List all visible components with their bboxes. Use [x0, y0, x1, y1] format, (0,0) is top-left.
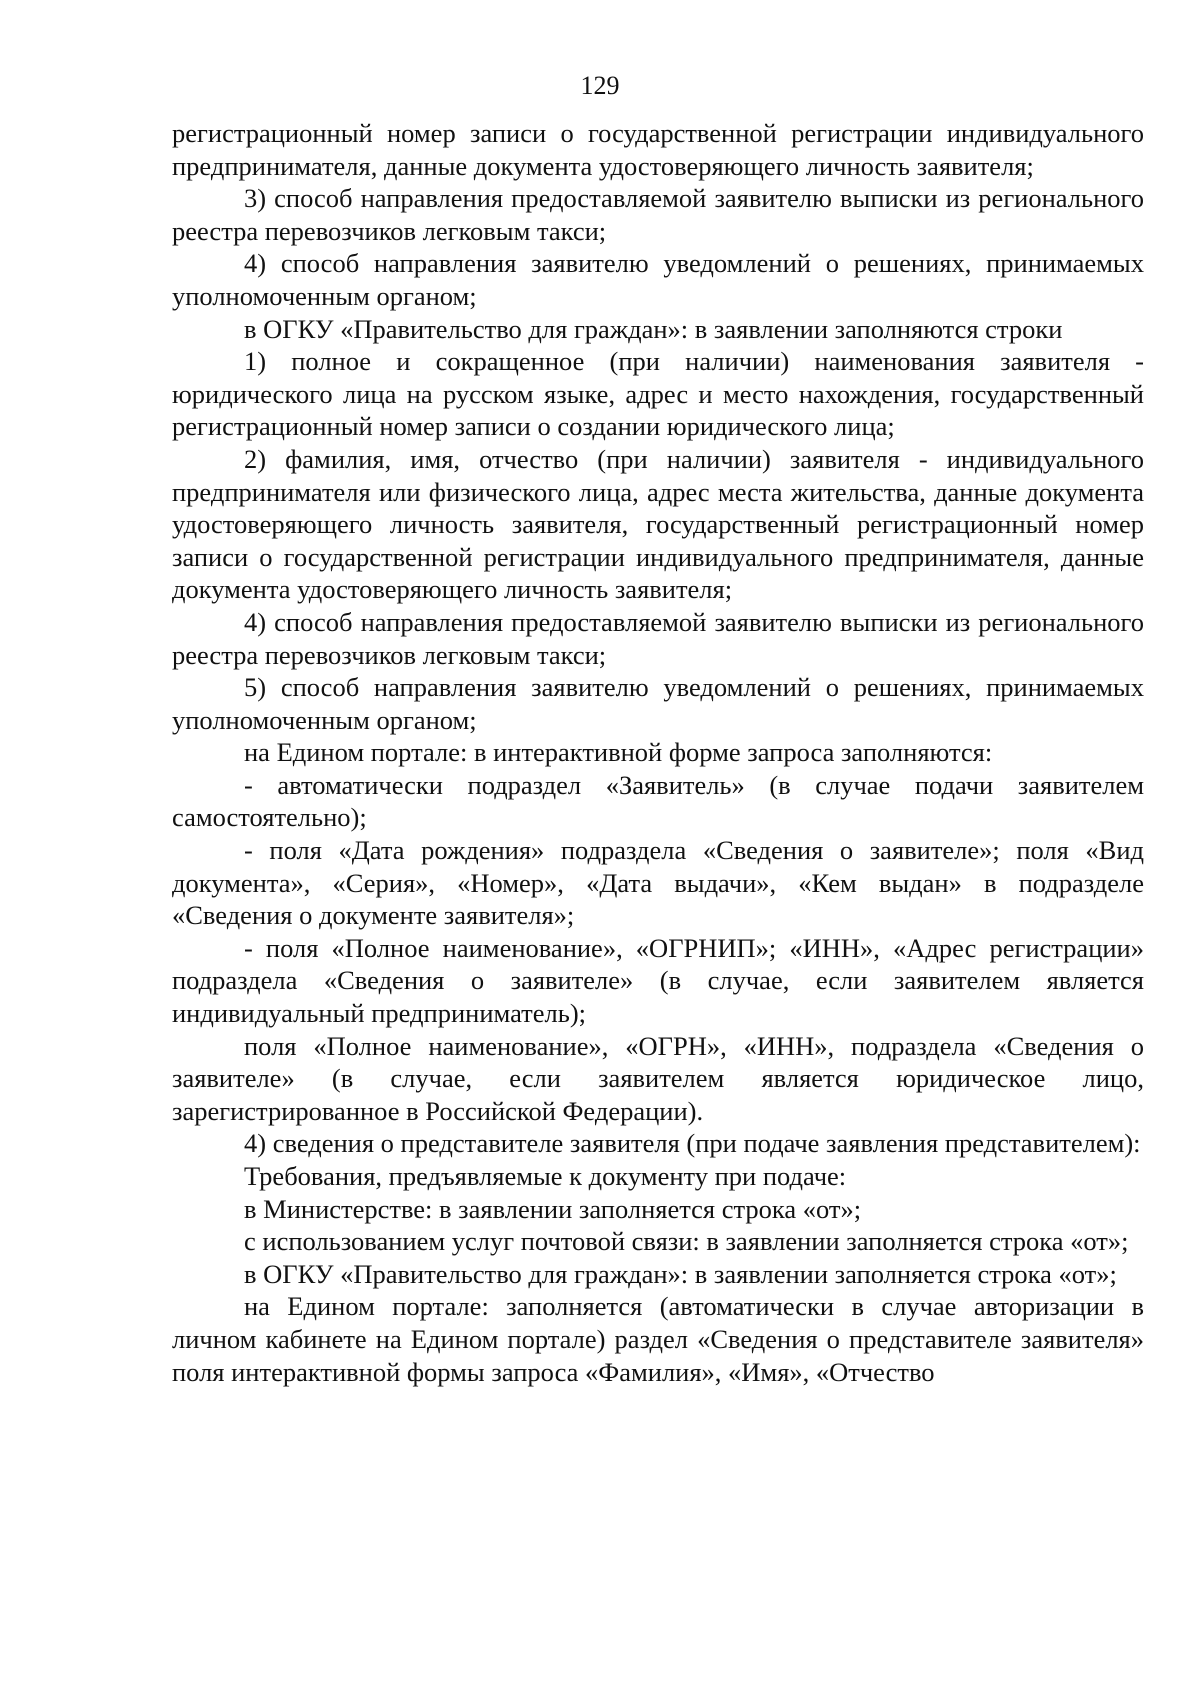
- paragraph: - автоматически подраздел «Заявитель» (в случае подачи заявителем самостоятельно);: [172, 769, 1144, 833]
- paragraph: 4) способ направления предоставляемой заявителю выписки из регионального реестра перевозчиков легковым такси;: [172, 606, 1144, 670]
- document-body: [172, 117, 1144, 1388]
- paragraph: в ОГКУ «Правительство для граждан»: в заявлении заполняется строка «от»;: [244, 1258, 1117, 1289]
- paragraph: поля «Полное наименование», «ОГРН», «ИНН», подраздела «Сведения о заявителе» (в случае, если заявителем является юридическое лицо, зарегистрированное в Российской Федерации).: [172, 1030, 1144, 1126]
- paragraph: 2) фамилия, имя, отчество (при наличии) заявителя - индивидуального предпринимателя или физического лица, адрес места жительства, данные документа удостоверяющего личность заявителя, государственный регистрационный номер записи о государственной регистрации индивидуального предпринимателя, данные документа удостоверяющего личность заявителя;: [172, 443, 1144, 605]
- paragraph: с использованием услуг почтовой связи: в заявлении заполняется строка «от»;: [244, 1226, 1129, 1257]
- paragraph: в Министерстве: в заявлении заполняется строка «от»;: [244, 1193, 862, 1224]
- paragraph: - поля «Полное наименование», «ОГРНИП»; «ИНН», «Адрес регистрации» подраздела «Сведения о заявителе» (в случае, если заявителем является индивидуальный предприниматель);: [172, 932, 1144, 1029]
- paragraph: - поля «Дата рождения» подраздела «Сведения о заявителе»; поля «Вид документа», «Серия», «Номер», «Дата выдачи», «Кем выдан» в подразделе «Сведения о документе заявителя»;: [172, 835, 1144, 931]
- paragraph: Требования, предъявляемые к документу при подаче:: [244, 1161, 847, 1191]
- paragraph: 5) способ направления заявителю уведомлений о решениях, принимаемых уполномоченным органом;: [172, 672, 1144, 735]
- page-number: 129: [580, 71, 620, 100]
- paragraph: регистрационный номер записи о государственной регистрации индивидуального предпринимателя, данные документа удостоверяющего личность заявителя;: [172, 118, 1144, 181]
- paragraph: на Едином портале: заполняется (автоматически в случае авторизации в личном кабинете на Едином портале) раздел «Сведения о представителе заявителя» поля интерактивной формы запроса «Фамилия», «Имя», «Отчество: [172, 1291, 1144, 1387]
- paragraph: 4) сведения о представителе заявителя (при подаче заявления представителем):: [244, 1128, 1141, 1159]
- paragraph: 4) способ направления заявителю уведомлений о решениях, принимаемых уполномоченным органом;: [172, 248, 1144, 311]
- paragraph: 3) способ направления предоставляемой заявителю выписки из регионального реестра перевозчиков легковым такси;: [172, 183, 1144, 246]
- paragraph: 1) полное и сокращенное (при наличии) наименования заявителя - юридического лица на русском языке, адрес и место нахождения, государственный регистрационный номер записи о создании юридического лица;: [172, 346, 1144, 442]
- paragraph: в ОГКУ «Правительство для граждан»: в заявлении заполняются строки: [244, 313, 1063, 344]
- paragraph: на Едином портале: в интерактивной форме запроса заполняются:: [244, 737, 993, 768]
